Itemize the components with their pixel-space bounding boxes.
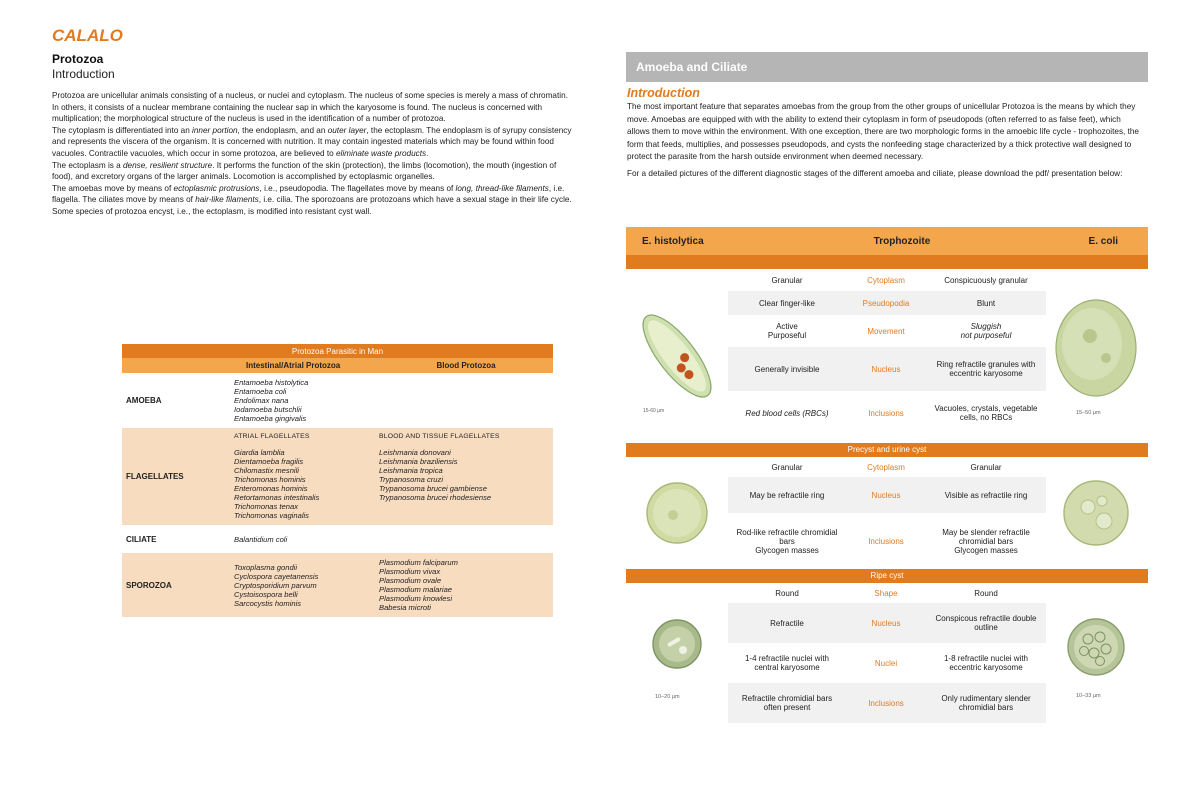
compare-row (728, 269, 1046, 291)
right-value: May be slender refractile chromidial bars Glycogen masses (942, 527, 1030, 555)
table-header-blood: Blood Protozoa (379, 358, 553, 373)
feature-label: Shape (874, 588, 898, 598)
left-value: Round (775, 588, 799, 598)
feature-label: Nucleus (871, 364, 901, 374)
coli-precyst-image (1046, 457, 1146, 569)
left-value: Generally invisible (754, 364, 820, 374)
feature-label: Nucleus (871, 618, 901, 628)
left-value: Refractile chromidial bars often present (741, 694, 833, 712)
right-organism-heading: E. coli (1088, 235, 1118, 247)
intro-body (52, 90, 572, 218)
sporozoa-blood-list: Plasmodium falciparum Plasmodium vivax Plasmodium ovale Plasmodium malariae Plasmodium knowlesi Babesia microti (379, 558, 458, 612)
precyst-section (626, 457, 1148, 569)
ripe-cyst-rows (728, 583, 1046, 723)
feature-label: Pseudopodia (862, 298, 910, 308)
category-ciliate: CILIATE (122, 525, 234, 553)
left-value: Red blood cells (RBCs) (745, 408, 829, 418)
right-value: Round (974, 588, 998, 598)
page-title: Protozoa (52, 52, 104, 66)
table-header-blank (122, 358, 234, 373)
feature-label: Inclusions (868, 536, 904, 546)
compare-row (728, 643, 1046, 683)
compare-row (728, 457, 1046, 477)
left-value: May be refractile ring (749, 490, 825, 500)
histolytica-ripe-cyst-image (626, 583, 728, 723)
stage-heading: Trophozoite (873, 235, 931, 247)
size-caption: 10–20 µm (655, 694, 680, 700)
right-value: Visible as refractile ring (944, 490, 1028, 500)
atrial-flagellates-list: Giardia lamblia Dientamoeba fragilis Chilomastix mesnili Trichomonas hominis Enteromonas hominis Retortamonas intestinalis Trichomonas tenax Trichomonas vaginalis (234, 448, 320, 520)
left-value: Rod-like refractile chromidial bars Glycogen masses (736, 527, 838, 555)
feature-label: Nuclei (874, 658, 898, 668)
paragraph: Protozoa are unicellular animals consisting of a nucleus, or nuclei and cytoplasm. The nucleus of some species is merely a mass of chromatin. In others, it consists of a nuclear membrane containing the nuclear sap in which the karyosome is found. The nucleus is concerned with multiplication; the morphological structure of the nucleus is used in the identification of a number of protozoa. (52, 91, 568, 124)
right-value: Granular (970, 462, 1002, 472)
section-intro-body (627, 101, 1142, 184)
left-value: Granular (771, 275, 803, 285)
right-value: Ring refractile granules with eccentric karyosome (936, 360, 1036, 378)
comparison-header (626, 227, 1148, 255)
left-value: Clear finger-like (758, 298, 816, 308)
feature-label: Nucleus (871, 490, 901, 500)
left-value: 1-4 refractile nuclei with central karyosome (744, 654, 830, 672)
section-header: Amoeba and Ciliate (626, 52, 1148, 82)
table-title: Protozoa Parasitic in Man (122, 344, 553, 358)
sporozoa-intestinal-list: Toxoplasma gondii Cyclospora cayetanensis Cryptosporidium parvum Cystoisospora belli Sarcocystis hominis (234, 562, 319, 608)
protozoa-table (122, 344, 553, 617)
section-intro-title: Introduction (627, 86, 700, 100)
paragraph: The amoebas move by means of ectoplasmic protrusions, i.e., pseudopodia. The flagellates move by means of long, thread-like filaments, i.e. flagella. The ciliates move by means of hair-like filaments, i.e. cilia. The sporozoans are protozoans which have a sexual stage in their life cycle. Some species of protozoa encyst, i.e., the ectoplasm, is modified into resistant cyst wall. (52, 183, 572, 216)
size-caption: 15-60 µm (643, 408, 665, 414)
feature-label: Inclusions (868, 408, 904, 418)
comparison-chart (626, 227, 1148, 723)
right-value: Only rudimentary slender chromidial bars (941, 694, 1031, 712)
right-value: 1-8 refractile nuclei with eccentric karyosome (943, 654, 1029, 672)
right-value: Sluggish not purposeful (960, 322, 1012, 340)
amoeba-list: Entamoeba histolytica Entamoeba coli Endolimax nana Iodamoeba butschlii Entamoeba gingivalis (234, 378, 309, 423)
trophozoite-section (626, 269, 1148, 443)
compare-row (728, 291, 1046, 315)
compare-row (728, 315, 1046, 347)
compare-row (728, 477, 1046, 513)
right-value: Vacuoles, crystals, vegetable cells, no RBCs (934, 404, 1038, 422)
atrial-flagellates-heading: ATRIAL FLAGELLATES (234, 433, 310, 440)
category-sporozoa: SPOROZOA (122, 553, 234, 617)
ciliate-list: Balantidium coli (234, 534, 288, 544)
ripe-cyst-band: Ripe cyst (626, 569, 1148, 583)
left-value: Active Purposeful (767, 322, 807, 340)
precyst-band: Precyst and urine cyst (626, 443, 1148, 457)
compare-row (728, 391, 1046, 435)
category-amoeba: AMOEBA (122, 373, 234, 428)
coli-trophozoite-image (1046, 269, 1146, 443)
right-value: Conspicuously granular (944, 275, 1028, 285)
feature-label: Movement (867, 326, 905, 336)
right-value: Conspicous refractile double outline (935, 614, 1037, 632)
brand-title: CALALO (52, 26, 123, 45)
coli-ripe-cyst-image (1046, 583, 1146, 723)
histolytica-precyst-image (626, 457, 728, 569)
compare-row (728, 603, 1046, 643)
paragraph: For a detailed pictures of the different diagnostic stages of the different amoeba and ciliate, please download the pdf/ presentation below: (627, 168, 1123, 178)
ripe-cyst-section (626, 583, 1148, 723)
left-organism-heading: E. histolytica (642, 235, 704, 247)
right-value: Blunt (976, 298, 996, 308)
compare-row (728, 683, 1046, 723)
histolytica-trophozoite-image (626, 269, 728, 443)
paragraph: The most important feature that separates amoebas from the group from the other groups of unicellular Protozoa is the means by which they move. Amoebas are equipped with with the ability to extend their cytoplasm in form of pseudopods (often referred to as false feet), which allows them to move within the environment. With one exception, there are two morphologic forms in the amoebic life cycle - trophozoites, the form that feeds, multiplies, and possesses pseudopods, and cysts the nonfeeding stage characterized by a thick protective wall designed to protect the parasite from the harsh outside environment when deemed necessary. (627, 102, 1139, 161)
precyst-rows (728, 457, 1046, 569)
size-caption: 15–50 µm (1076, 410, 1101, 416)
feature-label: Cytoplasm (867, 275, 905, 285)
size-caption: 10–33 µm (1076, 693, 1101, 699)
feature-label: Inclusions (868, 698, 904, 708)
paragraph: The ectoplasm is a dense, resilient structure. It performs the function of the skin (protection), the limbs (locomotion), the mouth (ingestion of food), and excretory organs of the larger animals. Locomotion is accomplished by ectoplasmic organelles. (52, 160, 557, 182)
table-header-intestinal: Intestinal/Atrial Protozoa (234, 358, 379, 373)
category-flagellates: FLAGELLATES (122, 428, 234, 525)
blood-flagellates-list: Leishmania donovani Leishmania braziliensis Leishmania tropica Trypanosoma cruzi Trypanosoma brucei gambiense Trypanosoma brucei rhodesiense (379, 448, 492, 502)
trophozoite-rows (728, 269, 1046, 443)
feature-label: Cytoplasm (867, 462, 905, 472)
compare-row (728, 347, 1046, 391)
left-value: Refractile (770, 618, 804, 628)
left-value: Granular (771, 462, 803, 472)
paragraph: The cytoplasm is differentiated into an inner portion, the endoplasm, and an outer layer, the ectoplasm. The endoplasm is of syrupy consistency and represents the viscera of the organism. It is concerned with nutrition. It may contain ingested materials which may be found within food vacuoles. Contractile vacuoles, which occur in some protozoa, are believed to eliminate waste products. (52, 125, 572, 158)
blood-flagellates-heading: BLOOD AND TISSUE FLAGELLATES (379, 433, 500, 440)
compare-row (728, 513, 1046, 569)
divider (626, 255, 1148, 269)
page-subtitle: Introduction (52, 67, 115, 81)
compare-row (728, 583, 1046, 603)
